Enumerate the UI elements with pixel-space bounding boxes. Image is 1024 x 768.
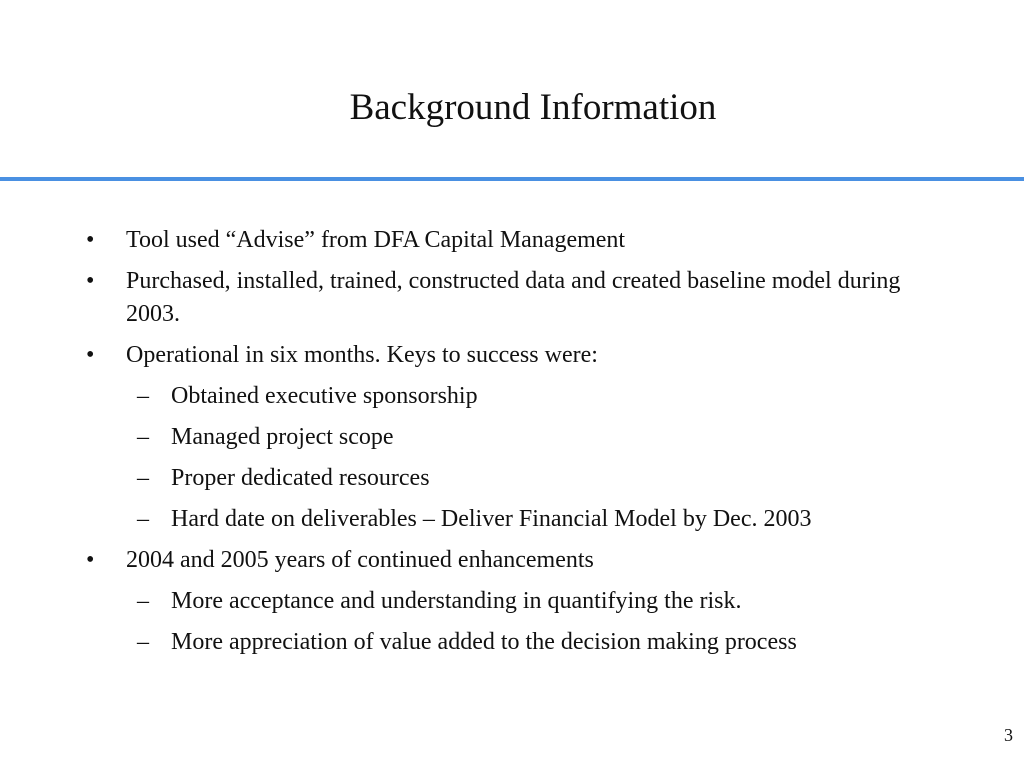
sub-bullet-text: Obtained executive sponsorship: [171, 383, 478, 409]
sub-bullet-item: [0, 503, 1024, 536]
sub-bullet-marker: –: [137, 424, 149, 450]
sub-bullet-item: [0, 585, 1024, 618]
sub-bullet-text: Managed project scope: [171, 424, 394, 450]
page-number: 3: [1004, 725, 1013, 745]
slide-content: [0, 224, 1024, 667]
sub-bullet-marker: –: [137, 383, 149, 409]
bullet-item: [0, 339, 1024, 372]
sub-bullet-text: More acceptance and understanding in quantifying the risk.: [171, 588, 742, 614]
bullet-marker: •: [86, 342, 95, 368]
title-divider: [0, 177, 1024, 181]
bullet-item: [0, 265, 1024, 331]
bullet-text: Operational in six months. Keys to success were:: [126, 342, 598, 368]
sub-bullet-marker: –: [137, 588, 149, 614]
bullet-marker: •: [86, 547, 95, 573]
sub-bullet-item: [0, 626, 1024, 659]
sub-bullet-text: Hard date on deliverables – Deliver Financial Model by Dec. 2003: [171, 506, 812, 532]
sub-bullet-marker: –: [137, 629, 149, 655]
bullet-text: 2004 and 2005 years of continued enhancements: [126, 547, 594, 573]
sub-bullet-text: More appreciation of value added to the decision making process: [171, 629, 797, 655]
sub-bullet-text: Proper dedicated resources: [171, 465, 430, 491]
sub-bullet-item: [0, 380, 1024, 413]
sub-bullet-marker: –: [137, 465, 149, 491]
bullet-marker: •: [86, 227, 95, 253]
sub-bullet-item: [0, 462, 1024, 495]
bullet-item: [0, 544, 1024, 577]
bullet-text: Purchased, installed, trained, constructed data and created baseline model during 2003.: [126, 268, 901, 327]
sub-bullet-marker: –: [137, 506, 149, 532]
bullet-item: [0, 224, 1024, 257]
bullet-text: Tool used “Advise” from DFA Capital Management: [126, 227, 626, 253]
bullet-marker: •: [86, 268, 95, 294]
sub-bullet-item: [0, 421, 1024, 454]
slide-title: Background Information: [349, 87, 717, 128]
